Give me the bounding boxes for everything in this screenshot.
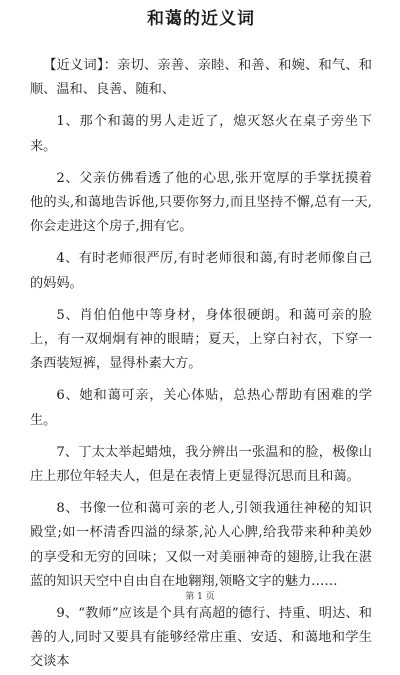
- example-sentence-9: 9、“教师”应该是个具有高超的德行、持重、明达、和善的人,同时又要具有能够经常庄重、安适、和蔼地和学生交谈本: [30, 606, 372, 670]
- page-number: 第 1 页: [185, 592, 215, 602]
- example-sentence-5: 5、肖伯伯他中等身材，身体很硬朗。和蔼可亲的脸上，有一双炯炯有神的眼睛；夏天，上穿白衬衣，下穿一条西装短裤，显得朴素大方。: [30, 307, 372, 372]
- example-sentence-6: 6、她和蔼可亲，关心体贴，总热心帮助有困难的学生。: [30, 388, 372, 428]
- example-sentence-7: 7、丁太太举起蜡烛，我分辨出一张温和的脸，极像山庄上那位年轻夫人，但是在表情上更显得沉思而且和蔼。: [30, 444, 372, 485]
- synonyms-paragraph: 【近义词】：亲切、亲善、亲睦、和善、和婉、和气、和顺、温和、良善、随和、: [30, 58, 372, 98]
- example-sentence-1: 1、那个和蔼的男人走近了，熄灭怒火在桌子旁坐下来。: [30, 114, 372, 154]
- example-sentence-8: 8、书像一位和蔼可亲的老人,引领我通往神秘的知识殿堂;如一杯清香四溢的绿茶,沁人心脾,给我带来种种美妙的享受和无穷的回味；又似一对美丽神奇的翅膀,让我在湛蓝的知识天空中自由自在地翱翔,领略文字的魅力……: [30, 501, 372, 589]
- example-sentence-2: 2、父亲仿佛看透了他的心思,张开宽厚的手掌抚摸着他的头,和蔼地告诉他,只要你努力,而且坚持不懈,总有一天,你会走进这个房子,拥有它。: [30, 170, 372, 235]
- document-title: 和蔼的近义词: [147, 9, 255, 29]
- example-sentence-4: 4、有时老师很严厉,有时老师很和蔼,有时老师像自己的妈妈。: [30, 251, 372, 291]
